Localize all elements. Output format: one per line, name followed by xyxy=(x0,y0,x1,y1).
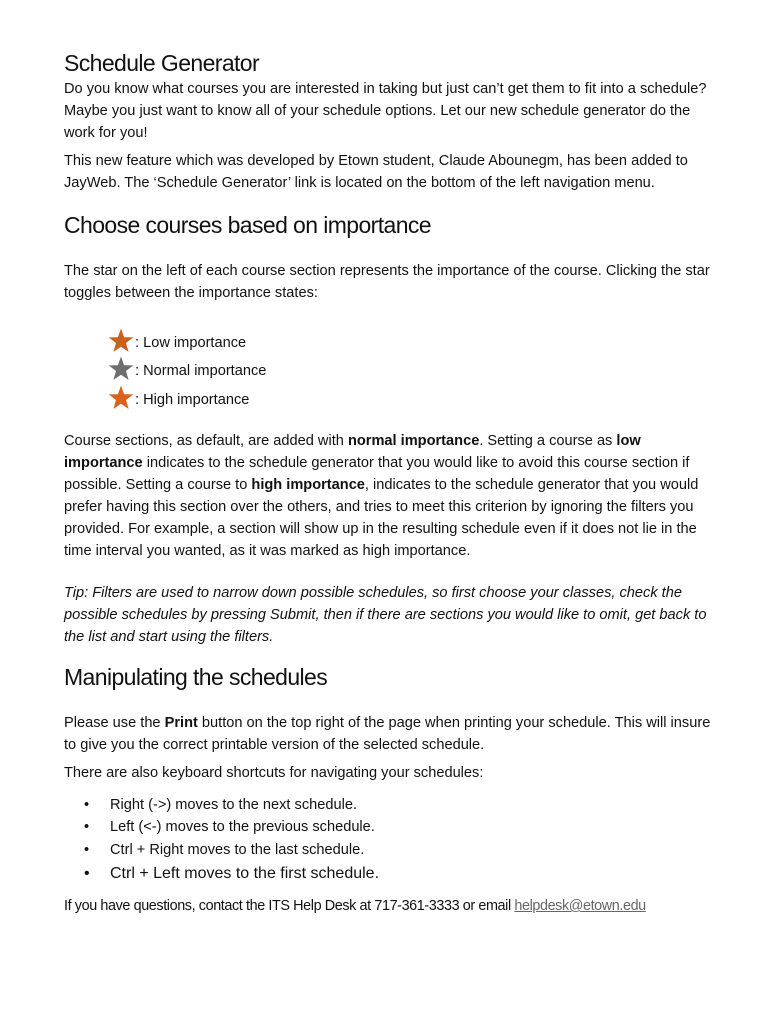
star-icon xyxy=(108,328,134,353)
bullet-icon: • xyxy=(84,819,90,835)
importance-legend xyxy=(108,324,712,410)
footer-contact xyxy=(64,895,712,917)
list-item xyxy=(84,861,712,887)
bold-high-importance: high importance xyxy=(251,476,365,493)
bullet-icon: • xyxy=(84,841,90,858)
shortcuts-intro: There are also keyboard shortcuts for navigating your schedules: xyxy=(64,764,484,781)
body-text: , indicates to the schedule generator that you would prefer having this section over the others, and tries to meet this criterion by ignoring the filters you provided. For example, a section will show up in the resulting schedule even if it does not lie in the time interval you wanted, as it was marked as high importance. xyxy=(64,476,699,559)
legend-low-importance xyxy=(108,324,712,353)
shortcut-text: Right (->) moves to the next schedule. xyxy=(110,796,357,813)
bullet-icon: • xyxy=(84,865,90,882)
section-title-importance: Choose courses based on importance xyxy=(64,212,431,238)
section-title-manipulating: Manipulating the schedules xyxy=(64,663,328,690)
star-icon xyxy=(108,385,134,410)
body-text: . Setting a course as xyxy=(479,432,617,449)
legend-high-label: : High importance xyxy=(135,391,250,408)
legend-high-importance xyxy=(108,381,712,410)
bold-low-importance: low importance xyxy=(64,432,641,471)
shortcut-list xyxy=(64,794,712,888)
feature-paragraph: This new feature which was developed by Etown student, Claude Abounegm, has been added to JayWeb. The ‘Schedule Generator’ link is located on the bottom of the left navigation menu. xyxy=(64,153,688,191)
list-item xyxy=(84,816,712,839)
legend-low-label: : Low importance xyxy=(135,334,247,351)
intro-paragraph: Do you know what courses you are interested in taking but just can’t get them to fit into a schedule? Maybe you just want to know all of your schedule options. Let our new schedule generator do the work for you! xyxy=(64,81,707,141)
shortcut-text: Left (<-) moves to the previous schedule. xyxy=(110,819,375,835)
document-page xyxy=(64,48,712,917)
footer-text: If you have questions, contact the ITS Help Desk at 717-361-3333 or email xyxy=(64,898,515,914)
legend-normal-label: : Normal importance xyxy=(135,363,267,379)
bullet-icon: • xyxy=(84,796,90,813)
print-paragraph xyxy=(64,712,712,756)
legend-normal-importance xyxy=(108,353,712,382)
helpdesk-email-link[interactable]: helpdesk@etown.edu xyxy=(514,898,646,914)
list-item xyxy=(84,794,712,817)
star-icon xyxy=(108,356,134,381)
shortcut-text: Ctrl + Left moves to the first schedule. xyxy=(110,865,380,882)
list-item xyxy=(84,839,712,862)
importance-intro: The star on the left of each course section represents the importance of the course. Clicking the star toggles between the importance states: xyxy=(64,263,710,301)
section-title-schedule-generator: Schedule Generator xyxy=(64,50,260,76)
tip-paragraph: Tip: Filters are used to narrow down possible schedules, so first choose your classes, check the possible schedules by pressing Submit, then if there are sections you would like to omit, get back to the list and start using the filters. xyxy=(64,584,707,645)
body-text: Course sections, as default, are added with xyxy=(64,432,348,449)
body-text: button on the top right of the page when printing your schedule. This will insure to give you the correct printable version of the selected schedule. xyxy=(64,714,711,753)
body-text: Please use the xyxy=(64,714,165,731)
bold-print: Print xyxy=(164,714,198,731)
importance-body xyxy=(64,430,712,562)
bold-normal-importance: normal importance xyxy=(347,432,480,449)
body-text: indicates to the schedule generator that you would like to avoid this course section if possible. Setting a course to xyxy=(64,454,690,493)
shortcut-text: Ctrl + Right moves to the last schedule. xyxy=(110,841,365,858)
